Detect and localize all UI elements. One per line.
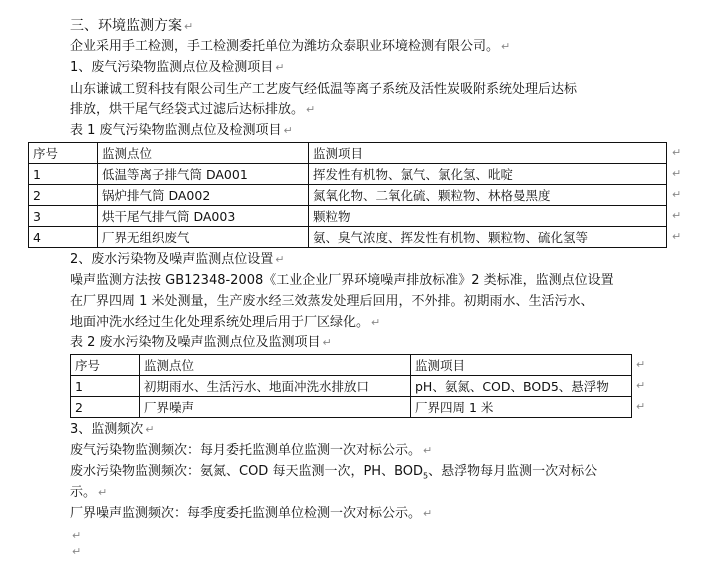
table-cell: pH、氨氮、COD、BOD5、悬浮物 bbox=[411, 376, 632, 397]
table-cell: 3 bbox=[29, 206, 98, 227]
table-header-cell: 监测项目 bbox=[411, 355, 632, 376]
row-end-mark: ↵ bbox=[672, 188, 682, 201]
table-cell: 厂界四周 1 米 bbox=[411, 397, 632, 418]
table-header-cell: 监测点位 bbox=[140, 355, 411, 376]
table-header-cell: 监测项目 bbox=[309, 143, 667, 164]
intro-paragraph: 企业采用手工检测，手工检测委托单位为潍坊众泰职业环境检测有限公司。 ↵ bbox=[70, 39, 511, 54]
row-end-mark: ↵ bbox=[636, 358, 646, 371]
table-cell: 厂界噪声 bbox=[140, 397, 411, 418]
table-cell: 烘干尾气排气筒 DA003 bbox=[98, 206, 309, 227]
subsection-1-title: 1、废气污染物监测点位及检测项目 ↵ bbox=[70, 60, 285, 75]
table-cell: 氮氧化物、二氧化硫、颗粒物、林格曼黑度 bbox=[309, 185, 667, 206]
paragraph-2-line-1: 噪声监测方法按 GB12348-2008《工业企业厂界环境噪声排放标准》2 类标准，监测点位设置 bbox=[70, 273, 614, 288]
table-cell: 挥发性有机物、氯气、氯化氢、吡啶 bbox=[309, 164, 667, 185]
table-cell: 锅炉排气筒 DA002 bbox=[98, 185, 309, 206]
paragraph-1-line-2: 排放，烘干尾气经袋式过滤后达标排放。 ↵ bbox=[70, 102, 316, 117]
row-end-mark: ↵ bbox=[636, 400, 646, 413]
subsection-2-title: 2、废水污染物及噪声监测点位设置 ↵ bbox=[70, 252, 285, 267]
table-cell: 低温等离子排气筒 DA001 bbox=[98, 164, 309, 185]
row-end-mark: ↵ bbox=[672, 167, 682, 180]
table-header-cell: 序号 bbox=[29, 143, 98, 164]
table-1-caption: 表 1 废气污染物监测点位及检测项目 ↵ bbox=[70, 123, 293, 138]
table-cell: 1 bbox=[29, 164, 98, 185]
row-end-mark: ↵ bbox=[672, 146, 682, 159]
table-cell: 初期雨水、生活污水、地面冲洗水排放口 bbox=[140, 376, 411, 397]
table-row bbox=[29, 143, 667, 164]
table-2 bbox=[70, 354, 632, 418]
table-row bbox=[71, 355, 632, 376]
table-cell: 2 bbox=[29, 185, 98, 206]
row-end-mark: ↵ bbox=[672, 230, 682, 243]
table-header-cell: 监测点位 bbox=[98, 143, 309, 164]
frequency-water-line-2: 示。 ↵ bbox=[70, 485, 108, 500]
table-row bbox=[71, 397, 632, 418]
table-cell: 颗粒物 bbox=[309, 206, 667, 227]
table-cell: 厂界无组织废气 bbox=[98, 227, 309, 248]
table-row bbox=[71, 376, 632, 397]
table-2-caption: 表 2 废水污染物及噪声监测点位及监测项目 ↵ bbox=[70, 335, 332, 350]
empty-paragraph: ↵ bbox=[72, 529, 82, 542]
table-row bbox=[29, 185, 667, 206]
table-cell: 1 bbox=[71, 376, 140, 397]
subsection-3-title: 3、监测频次 ↵ bbox=[70, 422, 155, 437]
empty-paragraph: ↵ bbox=[72, 545, 82, 558]
row-end-mark: ↵ bbox=[672, 209, 682, 222]
paragraph-1-line-1: 山东谦诚工贸科技有限公司生产工艺废气经低温等离子系统及活性炭吸附系统处理后达标 bbox=[70, 82, 578, 97]
frequency-noise: 厂界噪声监测频次：每季度委托监测单位检测一次对标公示。 ↵ bbox=[70, 506, 433, 521]
paragraph-2-line-2: 在厂界四周 1 米处测量，生产废水经三效蒸发处理后回用，不外排。初期雨水、生活污水、 bbox=[70, 294, 594, 309]
table-row bbox=[29, 164, 667, 185]
section-title: 三、环境监测方案 ↵ bbox=[70, 18, 194, 34]
paragraph-2-line-3: 地面冲洗水经过生化处理系统处理后用于厂区绿化。 ↵ bbox=[70, 315, 381, 330]
table-header-cell: 序号 bbox=[71, 355, 140, 376]
frequency-gas: 废气污染物监测频次：每月委托监测单位监测一次对标公示。 ↵ bbox=[70, 443, 433, 458]
table-row bbox=[29, 227, 667, 248]
table-cell: 氨、臭气浓度、挥发性有机物、颗粒物、硫化氢等 bbox=[309, 227, 667, 248]
table-cell: 2 bbox=[71, 397, 140, 418]
table-row bbox=[29, 206, 667, 227]
frequency-water-line-1: 废水污染物监测频次：氨氮、COD 每天监测一次，PH、$BOD_5$、悬浮物每月监测一次对标公 bbox=[70, 464, 598, 481]
row-end-mark: ↵ bbox=[636, 379, 646, 392]
table-1 bbox=[28, 142, 667, 248]
table-cell: 4 bbox=[29, 227, 98, 248]
